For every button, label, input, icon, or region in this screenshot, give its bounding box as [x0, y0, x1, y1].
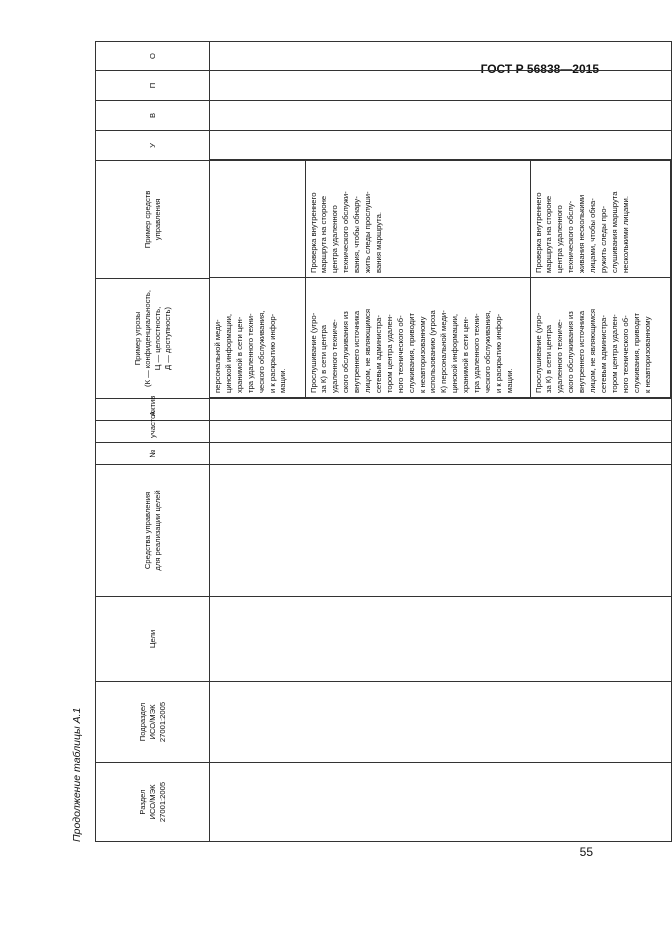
- threat-text: персональной меди- цинской информации, хранимой в сети цен- тра удаленного техни- ческого обслуживания, и к раскрытию инфор- мации.: [210, 278, 305, 398]
- page-number: 55: [579, 845, 593, 859]
- header-p: П: [96, 71, 210, 101]
- header-asset: Актив: [96, 399, 210, 421]
- table-body-row: [210, 42, 672, 842]
- header-control-example: Пример средств управления: [96, 161, 210, 279]
- header-section: Раздел ИСО/МЭК 27001:2005: [96, 763, 210, 842]
- cell-asset: [210, 399, 672, 421]
- header-threat: Пример угрозы (К — конфиденциальность, Ц — целостность, Д — доступность): [96, 279, 210, 399]
- threat-text: Прослушивание (угро- за К) в сети центра удаленного техниче- ского обслуживания из внутреннего источника лицом, не являющимся сетевым администра- тором центра удален- ного технического об- служивания, приводит к неавторизованному использованию (угроза К) персональной меди- цинской информации, хранимой в сети цен- тра удаленного техни- ческого обслуживания, и к раскрытию инфор- мации.: [305, 278, 530, 398]
- header-subsection: Подраздел ИСО/МЭК 27001:2005: [96, 682, 210, 763]
- cell-p: [210, 71, 672, 101]
- cell-participant: [210, 421, 672, 443]
- document-header: ГОСТ Р 56838—2015: [480, 62, 599, 76]
- cell-goals: [210, 597, 672, 682]
- header-num: №: [96, 443, 210, 465]
- threat-text: Прослушивание (угро- за К) в сети центра удаленного техниче- ского обслуживания из внутреннего источника лицом, не являющимся сетевым администра- тором центра удален- ного технического об- служивания, приводит к неавторизованному: [530, 278, 670, 398]
- table-header-row: [96, 42, 210, 842]
- threat-control-block: [210, 161, 672, 399]
- control-text: Проверка внутреннего маршрута на стороне центра удаленного технического обслу- живания несколькими лицами, чтобы обна- ружить следы про- слушивания маршрута несколькими лицами.: [530, 160, 670, 278]
- header-goals: Цели: [96, 597, 210, 682]
- subrow: [530, 160, 670, 398]
- control-text: Проверка внутреннего маршрута на стороне центра удаленного технического обслужи- вания, чтобы обнару- жить следы прослуши- вания маршрута.: [305, 160, 530, 278]
- cell-o: [210, 42, 672, 71]
- threat-subtable: [210, 159, 671, 398]
- table-caption: Продолжение таблицы А.1: [71, 707, 83, 842]
- cell-num: [210, 443, 672, 465]
- cell-controls: [210, 465, 672, 597]
- header-controls: Средства управления для реализации целей: [96, 465, 210, 597]
- cell-v: [210, 101, 672, 131]
- header-v: В: [96, 101, 210, 131]
- cell-section: [210, 763, 672, 842]
- control-text: [210, 160, 305, 278]
- cell-subsection: [210, 682, 672, 763]
- header-o: О: [96, 42, 210, 71]
- subrow: [210, 160, 305, 398]
- header-u: У: [96, 131, 210, 161]
- subrow: [305, 160, 530, 398]
- header-participant: участок: [96, 421, 210, 443]
- controls-table: [95, 41, 672, 842]
- cell-u: [210, 131, 672, 161]
